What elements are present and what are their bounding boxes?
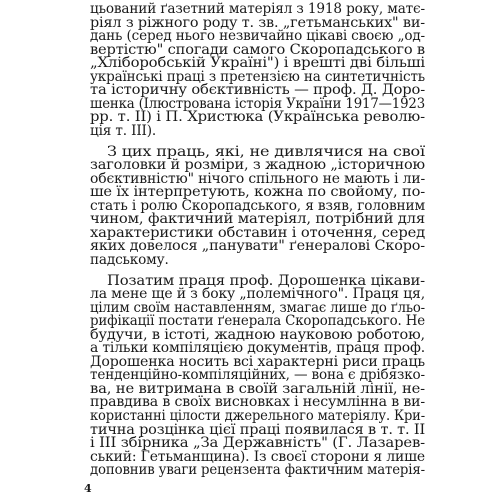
text-line: падському. bbox=[90, 251, 169, 268]
text-line: шенка (Ілюстрована історія України 1917—1923 bbox=[90, 95, 426, 112]
page-number: 4 bbox=[84, 482, 92, 495]
text-line: яких довелося „панувати" ґенералові Скоро- bbox=[90, 238, 426, 255]
text-line: ція т. ІІІ). bbox=[90, 122, 157, 139]
text-line: рр. т. ІІ) і П. Христюка (Українська револю- bbox=[90, 109, 425, 126]
text-line: характеристики обставин і оточення, серед bbox=[90, 224, 426, 241]
text-line: рифікації постати ґенерала Скоропадського. Не bbox=[90, 313, 425, 330]
text-line: ріял з ріжного роду т. зв. „гетьманських" ви- bbox=[90, 14, 426, 31]
text-line: дань (серед нього незвичайно цікаві своєю „од- bbox=[90, 28, 426, 45]
text-line: користанні цілости джерельного матеріялу. Кри- bbox=[90, 408, 425, 424]
text-line: і ІІІ збірника „За Державність" (Г. Лазарев- bbox=[90, 435, 426, 452]
text-line: а тільки компіляцією документів, праця проф. bbox=[90, 340, 425, 357]
text-line: та історичну обєктивність — проф. Д. Доро- bbox=[90, 82, 426, 99]
text-line: Позатим праця проф. Дорошенка цікави- bbox=[107, 272, 425, 289]
text-line: ва, не витримана в своїй загальній лінії, не- bbox=[90, 380, 426, 397]
text-line: ський: Гетьманщина). Із своєї сторони я лише bbox=[90, 448, 426, 465]
text-line: обєктивністю" нічого спільного не мають і ли- bbox=[90, 170, 426, 187]
text-line: вертістю" спогади самого Скоропадського в bbox=[90, 41, 425, 58]
text-line: чином, фактичний матеріял, потрібний для bbox=[90, 211, 426, 228]
text-line: ше їх інтерпретують, кожна по свойому, по- bbox=[90, 184, 425, 201]
text-line: Дорошенка носить всі характерні риси праць bbox=[90, 353, 425, 370]
text-line: тична розцінка цієї праці появилася в т. т. ІІ bbox=[90, 421, 426, 438]
text-line: тенденційно-компіляційних, — вона є дрібязко- bbox=[90, 367, 426, 384]
text-line: українські праці з претензією на синтетичність bbox=[90, 68, 426, 85]
text-line: доповнив уваги рецензента фактичним матерія- bbox=[90, 462, 425, 479]
text-line: З цих праць, які, не дивлячися на свої bbox=[107, 143, 426, 160]
text-line: заголовки й розміри, з жадною „історичною bbox=[90, 157, 425, 174]
text-line: цілим своїм наставленням, змагає лише до ґльо- bbox=[90, 299, 425, 316]
text-line: стать і ролю Скоропадського, я взяв, головним bbox=[90, 197, 425, 214]
text-line: будучи, в істоті, жадною науковою роботою, bbox=[90, 326, 425, 343]
text-line: „Хліборобській Україні") і врешті дві більші bbox=[90, 55, 425, 72]
text-line: ла мене ще й з боку „полемічного". Праця ця, bbox=[90, 286, 426, 302]
text-line: цьований ґазетний матеріял з 1918 року, матє- bbox=[90, 1, 425, 17]
text-line: правдива в своїх висновках і несумлінна в ви- bbox=[90, 394, 426, 411]
